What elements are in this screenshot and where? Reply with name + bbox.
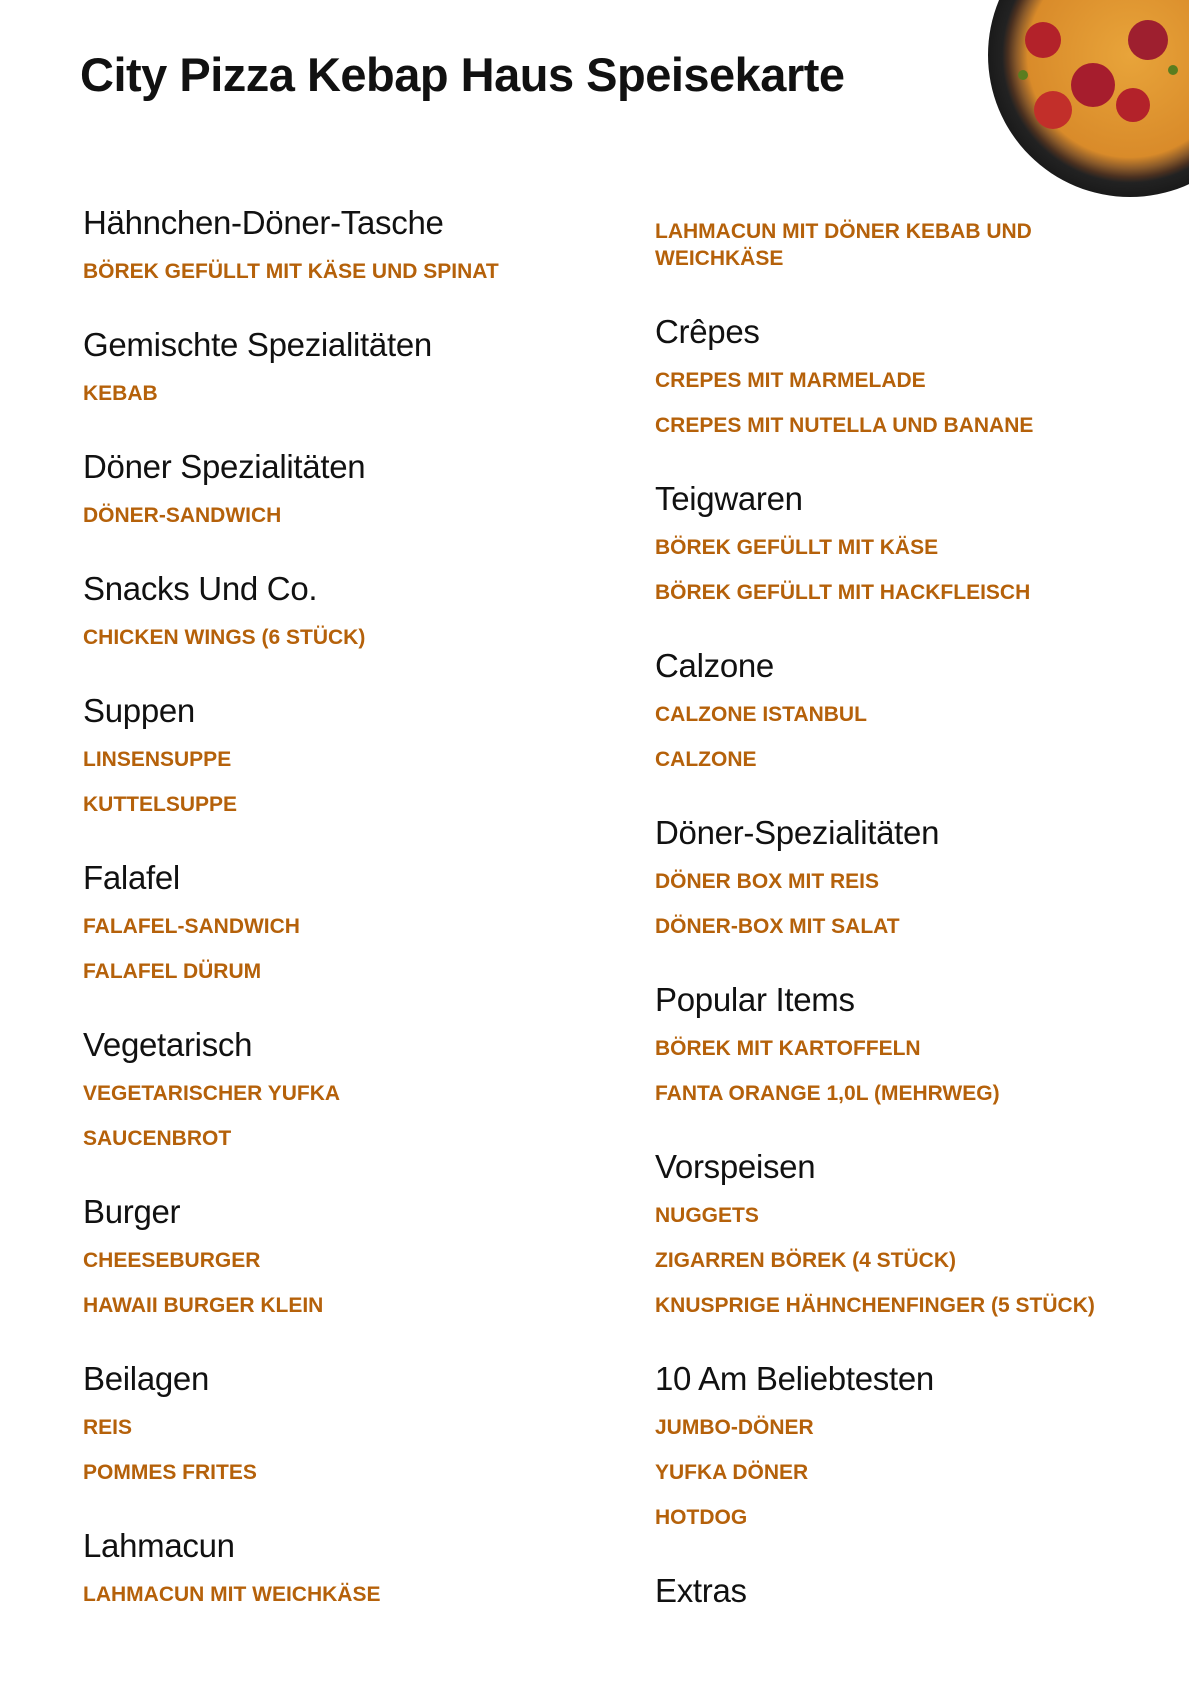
section-heading: 10 Am Beliebtesten [655,1360,934,1397]
menu-section-beilagen [83,1359,603,1495]
menu-section-burger [83,1192,603,1328]
section-heading: Lahmacun [83,1527,235,1564]
menu-item[interactable]: KEBAB [83,382,158,405]
menu-item[interactable]: HOTDOG [655,1506,748,1529]
pizza-image [983,0,1189,200]
menu-section-doner-spezialitaten [83,447,603,538]
section-heading: Teigwaren [655,480,803,517]
menu-section-vorspeisen [655,1147,1105,1328]
menu-item[interactable]: CALZONE [655,748,757,771]
menu-section-snacks-und-co [83,569,603,660]
menu-section-calzone [655,646,1105,782]
menu-item[interactable]: BÖREK MIT KARTOFFELN [655,1037,921,1060]
menu-item[interactable]: CREPES MIT NUTELLA UND BANANE [655,414,1034,437]
menu-item[interactable]: JUMBO-DÖNER [655,1416,814,1439]
menu-item[interactable]: FALAFEL-SANDWICH [83,915,300,938]
menu-section-extras [655,1571,1105,1611]
menu-item[interactable]: KNUSPRIGE HÄHNCHENFINGER (5 STÜCK) [655,1294,1095,1317]
menu-section-hahnchen-doner-tasche [83,203,603,294]
section-heading: Popular Items [655,981,855,1018]
menu-item[interactable]: FALAFEL DÜRUM [83,960,262,983]
menu-item[interactable]: KUTTELSUPPE [83,793,238,816]
menu-column-right [655,209,1105,1642]
menu-section-popular-items [655,980,1105,1116]
menu-section-falafel [83,858,603,994]
menu-section-gemischte-spezialitaten [83,325,603,416]
menu-item[interactable]: NUGGETS [655,1204,759,1227]
section-heading: Suppen [83,692,195,729]
section-heading: Gemischte Spezialitäten [83,326,432,363]
section-heading: Calzone [655,647,774,684]
menu-item[interactable]: DÖNER BOX MIT REIS [655,870,880,893]
menu-section-suppen [83,691,603,827]
section-heading: Döner Spezialitäten [83,448,366,485]
menu-item[interactable]: LAHMACUN MIT DÖNER KEBAB UND WEICHKÄSE [655,220,1032,270]
menu-item[interactable]: CHEESEBURGER [83,1249,261,1272]
menu-item[interactable]: REIS [83,1416,133,1439]
menu-item[interactable]: POMMES FRITES [83,1461,257,1484]
menu-section-lahmacun [83,1526,603,1617]
menu-item[interactable]: LAHMACUN MIT WEICHKÄSE [83,1583,381,1606]
menu-section-doner-spezialitaten [655,813,1105,949]
section-heading: Vegetarisch [83,1026,253,1063]
section-heading: Döner-Spezialitäten [655,814,940,851]
menu-item[interactable]: VEGETARISCHER YUFKA [83,1082,341,1105]
menu-item[interactable]: SAUCENBROT [83,1127,232,1150]
menu-section-crepes [655,312,1105,448]
section-heading: Beilagen [83,1360,210,1397]
section-heading: Extras [655,1572,747,1609]
menu-item[interactable]: YUFKA DÖNER [655,1461,809,1484]
menu-section-continued [655,209,1105,281]
menu-item[interactable]: DÖNER-BOX MIT SALAT [655,915,900,938]
menu-item[interactable]: ZIGARREN BÖREK (4 STÜCK) [655,1249,957,1272]
menu-item[interactable]: FANTA ORANGE 1,0L (MEHRWEG) [655,1082,1000,1105]
section-heading: Crêpes [655,313,760,350]
menu-item[interactable]: BÖREK GEFÜLLT MIT KÄSE UND SPINAT [83,260,499,283]
menu-item[interactable]: CHICKEN WINGS (6 STÜCK) [83,626,366,649]
menu-item[interactable]: BÖREK GEFÜLLT MIT KÄSE [655,536,939,559]
section-heading: Hähnchen-Döner-Tasche [83,204,444,241]
menu-section-vegetarisch [83,1025,603,1161]
menu-column-left [83,203,603,1648]
menu-section-10-am-beliebtesten [655,1359,1105,1540]
section-heading: Burger [83,1193,181,1230]
menu-item[interactable]: DÖNER-SANDWICH [83,504,282,527]
section-heading: Vorspeisen [655,1148,816,1185]
section-heading: Falafel [83,859,180,896]
menu-item[interactable]: CREPES MIT MARMELADE [655,369,926,392]
menu-section-teigwaren [655,479,1105,615]
page-title: City Pizza Kebap Haus Speisekarte [80,48,845,101]
menu-item[interactable]: HAWAII BURGER KLEIN [83,1294,324,1317]
menu-item[interactable]: CALZONE ISTANBUL [655,703,867,726]
menu-item[interactable]: BÖREK GEFÜLLT MIT HACKFLEISCH [655,581,1031,604]
section-heading: Snacks Und Co. [83,570,318,607]
menu-item[interactable]: LINSENSUPPE [83,748,232,771]
